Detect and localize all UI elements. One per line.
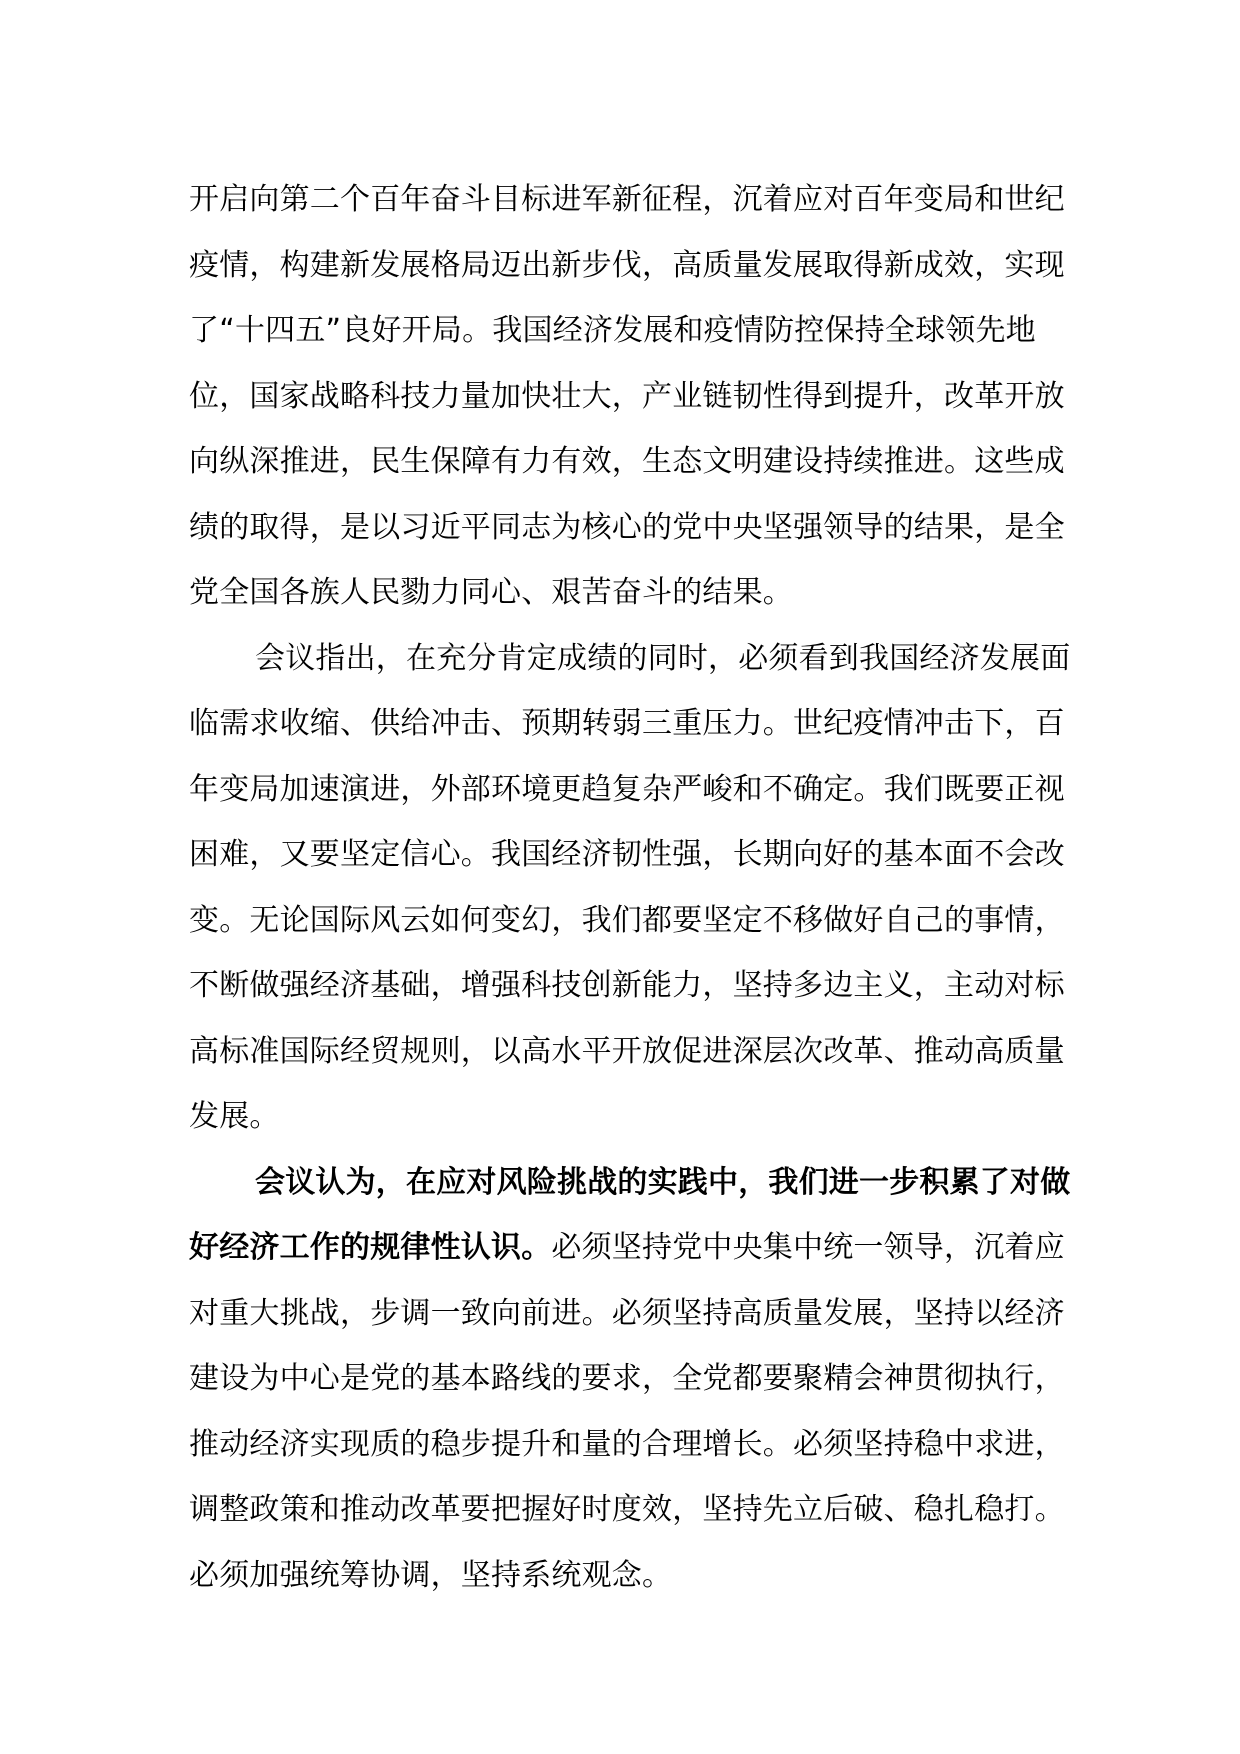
- paragraph-1-line: 位，国家战略科技力量加快壮大，产业链韧性得到提升，改革开放: [189, 378, 1065, 414]
- paragraph-1-line: 开启向第二个百年奋斗目标进军新征程，沉着应对百年变局和世纪: [189, 182, 1065, 217]
- paragraph-3-bold-fragment: 好经济工作的规律性认识。: [189, 1230, 552, 1265]
- paragraph-3-line: 调整政策和推动改革要把握好时度效，坚持先立后破、稳扎稳打。: [189, 1492, 1065, 1527]
- paragraph-2-line: 高标准国际经贸规则，以高水平开放促进深层次改革、推动高质量: [189, 1033, 1065, 1069]
- paragraph-3-line: 对重大挑战，步调一致向前进。必须坚持高质量发展，坚持以经济: [189, 1295, 1065, 1331]
- paragraph-2: [189, 626, 1071, 1150]
- paragraph-2-line: 变。无论国际风云如何变幻，我们都要坚定不移做好自己的事情，: [189, 902, 1065, 938]
- paragraph-1: [189, 167, 1065, 626]
- paragraph-3-line: 必须加强统筹协调，坚持系统观念。: [189, 1557, 673, 1593]
- paragraph-1-line: 党全国各族人民勠力同心、艰苦奋斗的结果。: [189, 575, 793, 610]
- paragraph-3-line: 推动经济实现质的稳步提升和量的合理增长。必须坚持稳中求进，: [189, 1426, 1065, 1462]
- paragraph-3-regular-fragment: 必须坚持党中央集中统一领导，沉着应: [551, 1230, 1065, 1265]
- document-body: [189, 167, 1071, 1608]
- paragraph-3: [189, 1150, 1071, 1609]
- paragraph-2-line: 临需求收缩、供给冲击、预期转弱三重压力。世纪疫情冲击下，百: [189, 706, 1065, 741]
- paragraph-2-line: 不断做强经济基础，增强科技创新能力，坚持多边主义，主动对标: [189, 968, 1065, 1003]
- paragraph-1-line: 疫情，构建新发展格局迈出新步伐，高质量发展取得新成效，实现: [189, 247, 1065, 283]
- paragraph-2-line: 困难，又要坚定信心。我国经济韧性强，长期向好的基本面不会改: [189, 837, 1065, 872]
- paragraph-3-mixed-line: [189, 1215, 1065, 1281]
- paragraph-2-line: 会议指出，在充分肯定成绩的同时，必须看到我国经济发展面: [255, 640, 1071, 676]
- paragraph-2-line: 年变局加速演进，外部环境更趋复杂严峻和不确定。我们既要正视: [189, 771, 1065, 807]
- paragraph-1-line: 了“十四五”良好开局。我国经济发展和疫情防控保持全球领先地: [189, 313, 1036, 348]
- paragraph-2-line: 发展。: [189, 1099, 280, 1134]
- paragraph-1-line: 绩的取得，是以习近平同志为核心的党中央坚强领导的结果，是全: [189, 509, 1065, 545]
- paragraph-3-line: 建设为中心是党的基本路线的要求，全党都要聚精会神贯彻执行，: [189, 1361, 1065, 1396]
- paragraph-1-line: 向纵深推进，民生保障有力有效，生态文明建设持续推进。这些成: [189, 444, 1065, 479]
- paragraph-3-bold-line: 会议认为，在应对风险挑战的实践中，我们进一步积累了对做: [255, 1164, 1071, 1200]
